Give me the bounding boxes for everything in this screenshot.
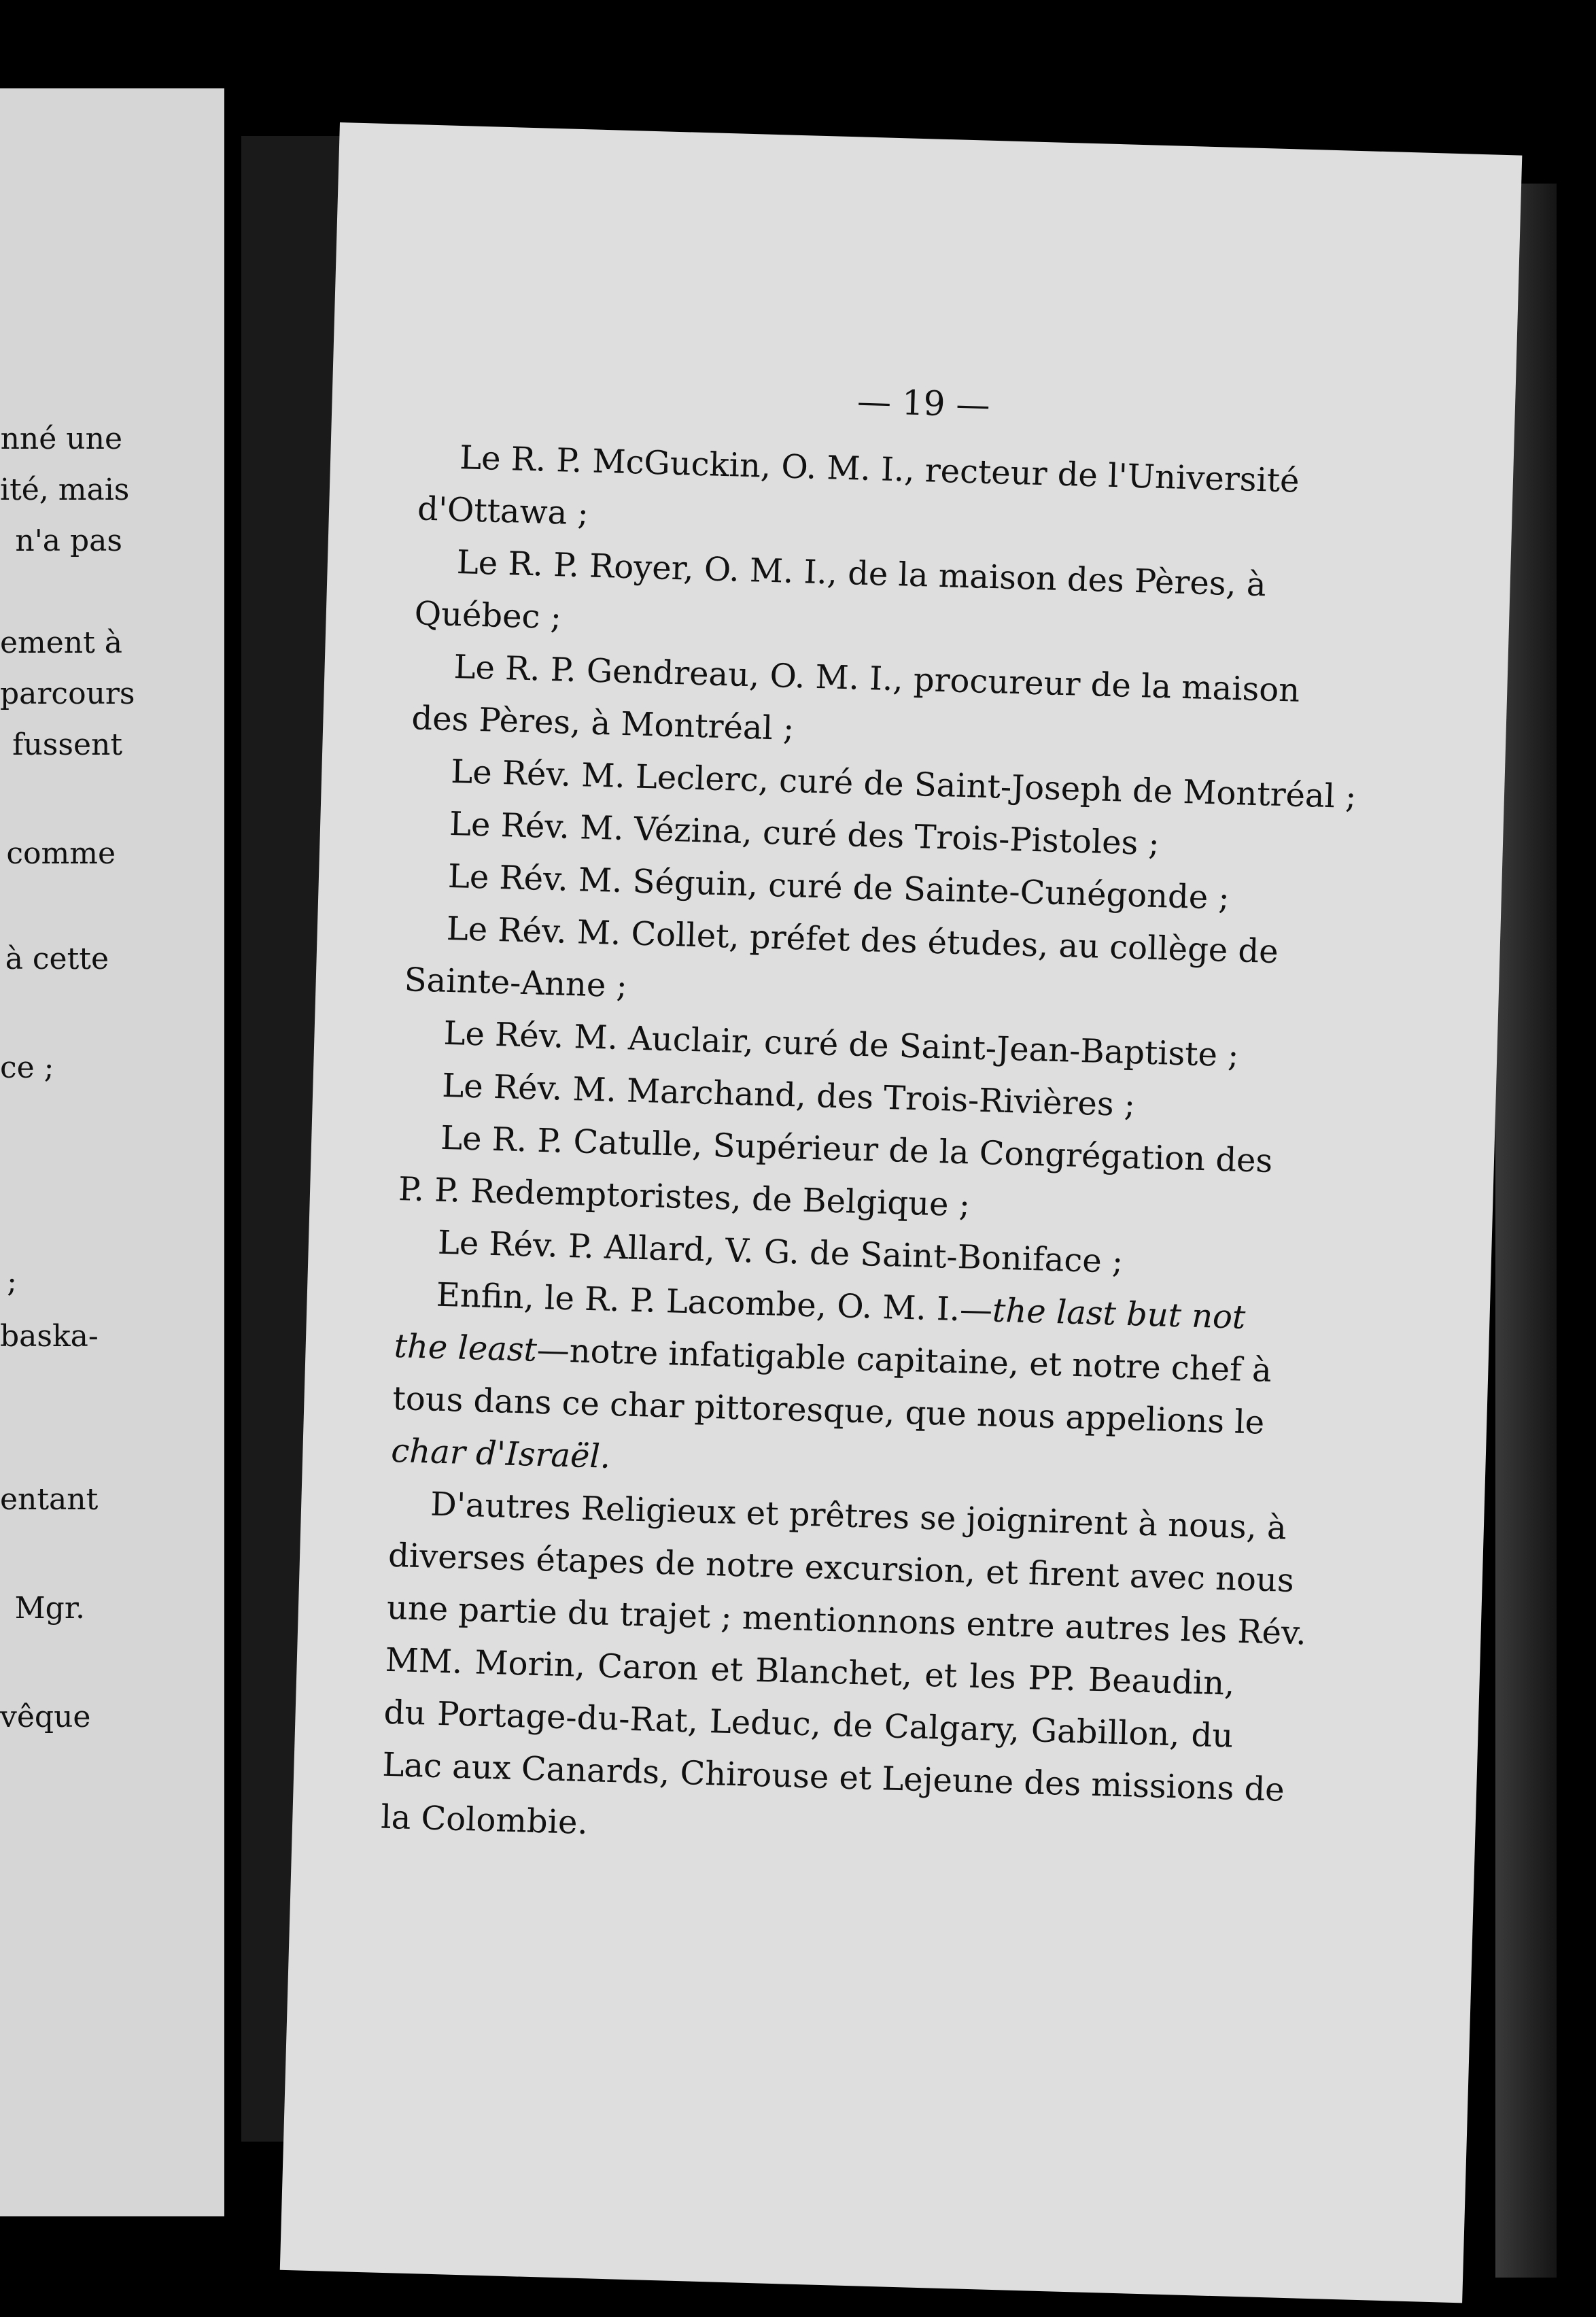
text-line: Le R. P. Catulle, Supérieur de la Congrégation des	[440, 1118, 1273, 1180]
left-page-line: parcours	[0, 676, 135, 711]
text-line: d'Ottawa ;	[417, 490, 589, 533]
text-line: Sainte-Anne ;	[404, 961, 628, 1006]
text-run: Enfin, le R. P. Lacombe, O. M. I.—	[436, 1275, 993, 1330]
left-page-line: comme	[6, 836, 116, 871]
text-run: —notre infatigable capitaine, et notre chef à	[536, 1331, 1272, 1390]
text-line: du Portage-du-Rat, Leduc, de Calgary, Gabillon, du	[383, 1693, 1234, 1755]
body-text	[380, 430, 1357, 1867]
italic-text: the last but not	[992, 1291, 1247, 1337]
text-line: une partie du trajet ; mentionnons entre autres les Rév.	[386, 1588, 1307, 1653]
text-line: la Colombie.	[380, 1798, 589, 1842]
left-page-line: ité, mais	[0, 473, 130, 507]
text-line: diverses étapes de notre excursion, et firent avec nous	[387, 1536, 1295, 1600]
left-page-line: vêque	[0, 1700, 91, 1734]
text-line: des Pères, à Montréal ;	[411, 699, 795, 748]
text-line: Le Rév. M. Séguin, curé de Sainte-Cunégonde ;	[447, 857, 1230, 917]
left-page-line: à cette	[5, 942, 109, 976]
italic-text: char d'Israël.	[390, 1431, 611, 1476]
left-page-line: ;	[7, 1265, 17, 1299]
text-line: MM. Morin, Caron et Blanchet, et les PP. Beaudin,	[385, 1641, 1236, 1703]
left-page-line: n'a pas	[15, 524, 122, 558]
text-line: Le R. P. Royer, O. M. I., de la maison des Pères, à	[456, 543, 1267, 604]
page-number: — 19 —	[856, 381, 991, 425]
left-page-line: ce ;	[0, 1050, 54, 1085]
text-line: D'autres Religieux et prêtres se joignirent à nous, à	[430, 1485, 1287, 1547]
left-page-line: fussent	[12, 727, 122, 762]
left-page-line: baska-	[0, 1319, 99, 1354]
text-line: Le Rév. M. Vézina, curé des Trois-Pistoles ;	[449, 804, 1160, 863]
text-line: Lac aux Canards, Chirouse et Lejeune des missions de	[381, 1745, 1285, 1809]
text-line: Le Rév. M. Collet, préfet des études, au collège de	[446, 909, 1279, 972]
left-page-line: entant	[0, 1482, 99, 1517]
left-page-line: nné une	[0, 422, 122, 456]
right-page	[280, 122, 1523, 2303]
left-page	[0, 88, 224, 2216]
left-page-line: ement à	[0, 625, 123, 660]
text-line: Le Rév. P. Allard, V. G. de Saint-Boniface ;	[437, 1223, 1124, 1281]
text-line: Le Rév. M. Marchand, des Trois-Rivières ;	[441, 1066, 1136, 1125]
text-line: Le R. P. Gendreau, O. M. I., procureur de la maison	[453, 648, 1300, 710]
text-line: P. P. Redemptoristes, de Belgique ;	[398, 1170, 971, 1224]
text-line: Le R. P. McGuckin, O. M. I., recteur de l'Université	[459, 439, 1300, 500]
italic-text: the least	[393, 1326, 538, 1369]
text-line: tous dans ce char pittoresque, que nous appelions le	[392, 1379, 1265, 1442]
left-page-line: Mgr.	[14, 1591, 85, 1626]
text-line: Le Rév. M. Leclerc, curé de Saint-Joseph de Montréal ;	[450, 752, 1357, 817]
text-line: Le Rév. M. Auclair, curé de Saint-Jean-Baptiste ;	[443, 1014, 1240, 1075]
text-line: Québec ;	[414, 594, 562, 637]
